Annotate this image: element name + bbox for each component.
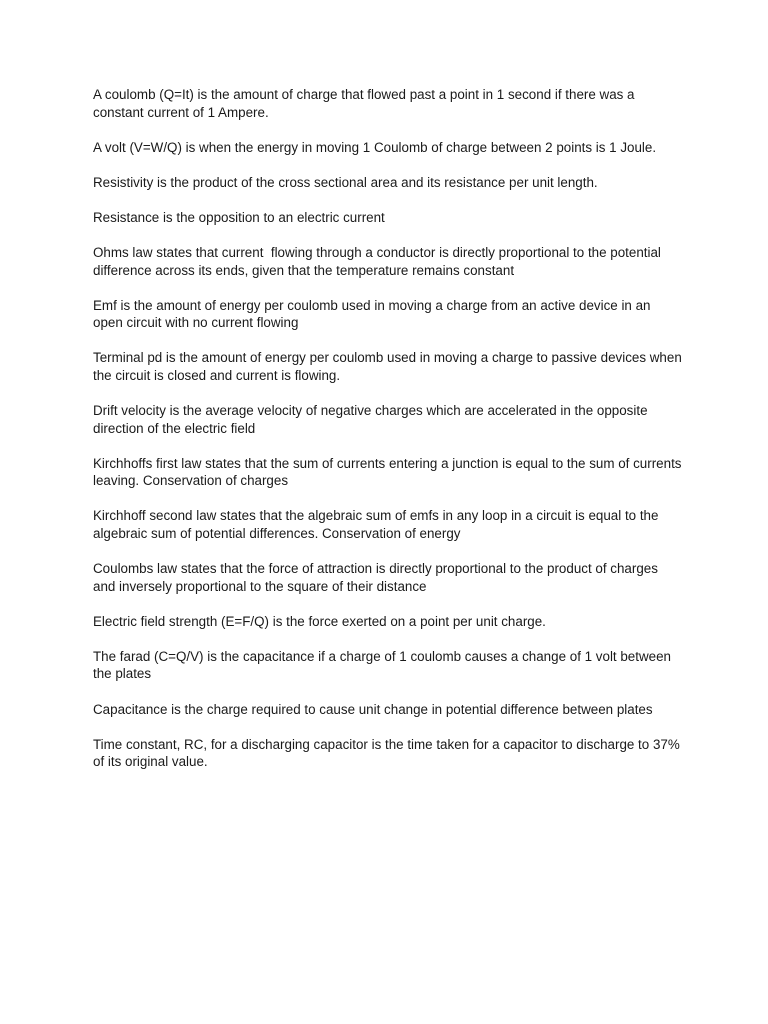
- definition-kirchhoff-first-law: Kirchhoffs first law states that the sum of currents entering a junction is equal to the sum of currents leaving. Conservation of charges: [93, 455, 686, 489]
- definition-resistance: Resistance is the opposition to an electric current: [93, 209, 385, 225]
- definition-coulomb: A coulomb (Q=It) is the amount of charge that flowed past a point in 1 second if there was a constant current of 1 Ampere.: [93, 87, 639, 120]
- definition-volt: A volt (V=W/Q) is when the energy in moving 1 Coulomb of charge between 2 points is 1 Joule.: [93, 139, 657, 155]
- definition-resistivity: Resistivity is the product of the cross sectional area and its resistance per unit length.: [93, 174, 598, 190]
- definition-kirchhoff-second-law: Kirchhoff second law states that the algebraic sum of emfs in any loop in a circuit is equal to the algebraic sum of potential differences. Conservation of energy: [93, 508, 663, 541]
- definition-drift-velocity: Drift velocity is the average velocity of negative charges which are accelerated in the opposite direction of the electric field: [93, 403, 652, 436]
- definition-farad: The farad (C=Q/V) is the capacitance if a charge of 1 coulomb causes a change of 1 volt between the plates: [93, 648, 675, 682]
- definition-electric-field-strength: Electric field strength (E=F/Q) is the force exerted on a point per unit charge.: [93, 613, 546, 629]
- definition-capacitance: Capacitance is the charge required to cause unit change in potential difference between plates: [93, 701, 653, 717]
- definition-terminal-pd: Terminal pd is the amount of energy per coulomb used in moving a charge to passive devices when the circuit is closed and current is flowing.: [93, 350, 686, 383]
- definition-time-constant: Time constant, RC, for a discharging capacitor is the time taken for a capacitor to discharge to 37% of its original value.: [93, 736, 684, 770]
- definition-ohms-law: Ohms law states that current flowing through a conductor is directly proportional to the potential difference across its ends, given that the temperature remains constant: [93, 244, 665, 278]
- definition-emf: Emf is the amount of energy per coulomb used in moving a charge from an active device in an open circuit with no current flowing: [93, 297, 655, 331]
- definition-coulombs-law: Coulombs law states that the force of attraction is directly proportional to the product of charges and inversely proportional to the square of their distance: [93, 561, 662, 594]
- document-body: [93, 86, 686, 788]
